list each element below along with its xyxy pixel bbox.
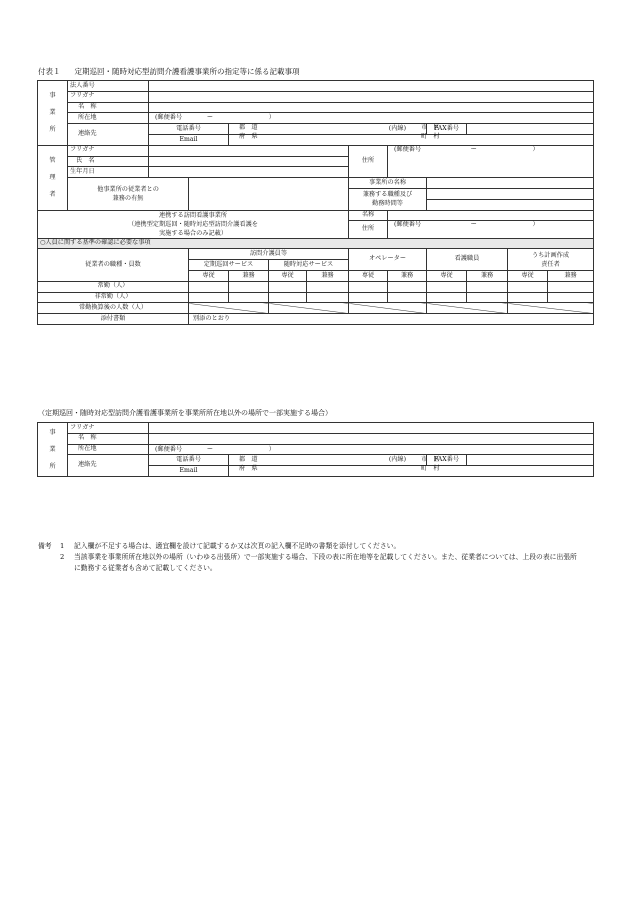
- office-postal: (郵便番号 ー ）: [155, 114, 275, 122]
- staff-cell[interactable]: [548, 292, 594, 303]
- branch-furigana-label: フリガナ: [68, 423, 149, 434]
- office-name-field[interactable]: [149, 102, 594, 113]
- col-full-4: 専従: [427, 270, 467, 281]
- staff-fte-diagonal: [269, 303, 349, 314]
- staff-fte-diagonal: [508, 303, 594, 314]
- staff-cell[interactable]: [508, 292, 548, 303]
- manager-address-label: 住所: [349, 145, 388, 177]
- staff-cell[interactable]: [548, 281, 594, 292]
- branch-name-field[interactable]: [149, 433, 594, 444]
- staff-cell[interactable]: [229, 292, 269, 303]
- staff-cell[interactable]: [269, 281, 307, 292]
- staff-fte-diagonal: [189, 303, 269, 314]
- col-concurrent-5: 兼務: [548, 270, 594, 281]
- office-furigana-label: フリガナ: [68, 91, 149, 102]
- staff-cell[interactable]: [467, 281, 508, 292]
- manager-address-field[interactable]: [388, 145, 594, 177]
- staff-fte-diagonal: [349, 303, 427, 314]
- staff-cell[interactable]: [189, 292, 229, 303]
- branch-pref-label: 都 道 府 県: [239, 455, 258, 472]
- staff-cell[interactable]: [427, 281, 467, 292]
- office-contact-label: 連絡先: [68, 124, 149, 146]
- branch-form-table: [37, 422, 594, 477]
- note-item: 2 当該事業を事業所所在地以外の場所（いわゆる出張所）で一部実施する場合、下段の表に所在地等を記載してください。また、従業者については、上段の表に出張所に勤務する従業者も含めて記載してください。: [60, 553, 577, 572]
- ondemand-service-label: 随時対応サービス: [269, 260, 349, 271]
- manager-name-field[interactable]: [149, 156, 349, 167]
- office-header: 事 業 所: [38, 81, 68, 146]
- col-concurrent-4: 兼務: [467, 270, 508, 281]
- manager-header: 管 理 者: [38, 145, 68, 210]
- branch-name-label: 名 称: [68, 433, 149, 444]
- staff-fte-diagonal: [427, 303, 508, 314]
- col-concurrent-3: 兼務: [388, 270, 427, 281]
- manager-concurrent-job-field-2[interactable]: [427, 199, 594, 210]
- partner-label: 連携する訪問看護事業所 （連携型定期巡回・随時対応型訪問介護看護を 実施する場合のみ記載）: [38, 210, 349, 238]
- branch-address-label: 所在地: [68, 444, 149, 455]
- attachment-label: 添付書類: [38, 314, 189, 325]
- branch-furigana-field[interactable]: [149, 423, 594, 434]
- partner-name-field[interactable]: [388, 210, 594, 221]
- staff-cell[interactable]: [467, 292, 508, 303]
- staff-cell[interactable]: [307, 292, 349, 303]
- staff-row-fulltime-label: 常勤（人）: [38, 281, 189, 292]
- staff-cell[interactable]: [349, 292, 388, 303]
- col-concurrent-1: 兼務: [229, 270, 269, 281]
- attachment-value: 別添のとおり: [189, 314, 594, 325]
- office-address-label: 所在地: [68, 113, 149, 124]
- staff-cell[interactable]: [508, 281, 548, 292]
- manager-office-name-field[interactable]: [427, 178, 594, 189]
- notes-label: 備考: [38, 542, 52, 550]
- partner-address-field[interactable]: [388, 221, 594, 238]
- nurse-label: 看護職員: [427, 249, 508, 271]
- manager-office-name-label: 事業所の名称: [349, 178, 427, 189]
- staff-cell[interactable]: [388, 281, 427, 292]
- corp-number-label: 法人番号: [68, 81, 149, 92]
- corp-number-field[interactable]: [149, 81, 594, 92]
- page-title: [38, 66, 314, 77]
- office-name-label: 名 称: [68, 102, 149, 113]
- branch-email-field[interactable]: [229, 466, 594, 477]
- planner-label: うち計画作成 責任者: [508, 249, 594, 271]
- operator-label: オペレーター: [349, 249, 427, 271]
- notes: [38, 541, 580, 574]
- staff-cell[interactable]: [189, 281, 229, 292]
- col-concurrent-2: 兼務: [307, 270, 349, 281]
- partner-postal: (郵便番号 ー ）: [394, 221, 539, 229]
- col-full-3: 専従: [349, 270, 388, 281]
- staff-cell[interactable]: [269, 292, 307, 303]
- staff-row-fte-label: 常勤換算後の人数（人）: [38, 303, 189, 314]
- branch-phone-field[interactable]: (内線): [229, 455, 427, 466]
- staff-section-header: ○人員に関する基準の確認に必要な事項: [38, 238, 594, 249]
- col-full-1: 専従: [189, 270, 229, 281]
- manager-furigana-label: フリガナ: [68, 145, 149, 156]
- branch-city-label: 市 区 町 村: [421, 455, 440, 472]
- office-fax-label: FAX番号: [427, 124, 467, 135]
- branch-office-header: 事 業 所: [38, 423, 68, 477]
- manager-postal: (郵便番号 ー ）: [394, 145, 539, 153]
- form-label: 付表１: [38, 67, 61, 76]
- staff-cell[interactable]: [388, 292, 427, 303]
- manager-birth-label: 生年月日: [68, 167, 149, 178]
- branch-email-label: Email: [149, 466, 229, 477]
- staff-cell[interactable]: [307, 281, 349, 292]
- office-pref-label: 都 道 府 県: [239, 124, 258, 141]
- office-furigana-field[interactable]: [149, 91, 594, 102]
- branch-phone-label: 電話番号: [149, 455, 229, 466]
- manager-name-label: 氏 名: [68, 156, 149, 167]
- care-group-label: 訪問介護員等: [189, 249, 349, 260]
- main-form-table: [37, 80, 594, 325]
- partner-address-label: 住所: [349, 221, 388, 238]
- office-city-label: 市 区 町 村: [421, 124, 440, 141]
- staff-job-label: 従業者の職種・員数: [38, 249, 189, 281]
- staff-row-parttime-label: 非常勤（人）: [38, 292, 189, 303]
- manager-furigana-field[interactable]: [149, 145, 349, 156]
- note-item: 1 記入欄が不足する場合は、適宜欄を設けて記載するか又は次頁の記入欄不足時の書類を添付してください。: [60, 542, 401, 550]
- branch-contact-label: 連絡先: [68, 455, 149, 477]
- office-email-label: Email: [149, 134, 229, 145]
- branch-fax-label: FAX番号: [427, 455, 467, 466]
- col-full-2: 専従: [269, 270, 307, 281]
- manager-birth-field[interactable]: [149, 167, 349, 178]
- section2-title: （定期巡回・随時対応型訪問介護看護事業所を事業所所在地以外の場所で一部実施する場合）: [38, 409, 332, 417]
- manager-concurrent-job-label: 兼務する職種及び 勤務時間等: [349, 188, 427, 210]
- staff-cell[interactable]: [427, 292, 467, 303]
- partner-name-label: 名称: [349, 210, 388, 221]
- office-phone-field[interactable]: (内線): [229, 124, 427, 135]
- col-full-5: 専従: [508, 270, 548, 281]
- office-fax-field[interactable]: [467, 124, 594, 135]
- staff-cell[interactable]: [349, 281, 388, 292]
- manager-concurrent-job-field-1[interactable]: [427, 188, 594, 199]
- office-phone-label: 電話番号: [149, 124, 229, 135]
- form-title: 定期巡回・随時対応型訪問介護看護事業所の指定等に係る記載事項: [74, 67, 300, 76]
- regular-service-label: 定期巡回サービス: [189, 260, 269, 271]
- manager-other-work-field[interactable]: [189, 178, 349, 210]
- staff-cell[interactable]: [229, 281, 269, 292]
- office-email-field[interactable]: [229, 134, 594, 145]
- branch-fax-field[interactable]: [467, 455, 594, 466]
- branch-postal: (郵便番号 ー ）: [155, 445, 275, 453]
- manager-other-work-label: 他事業所の従業者との 兼務の有無: [68, 178, 189, 210]
